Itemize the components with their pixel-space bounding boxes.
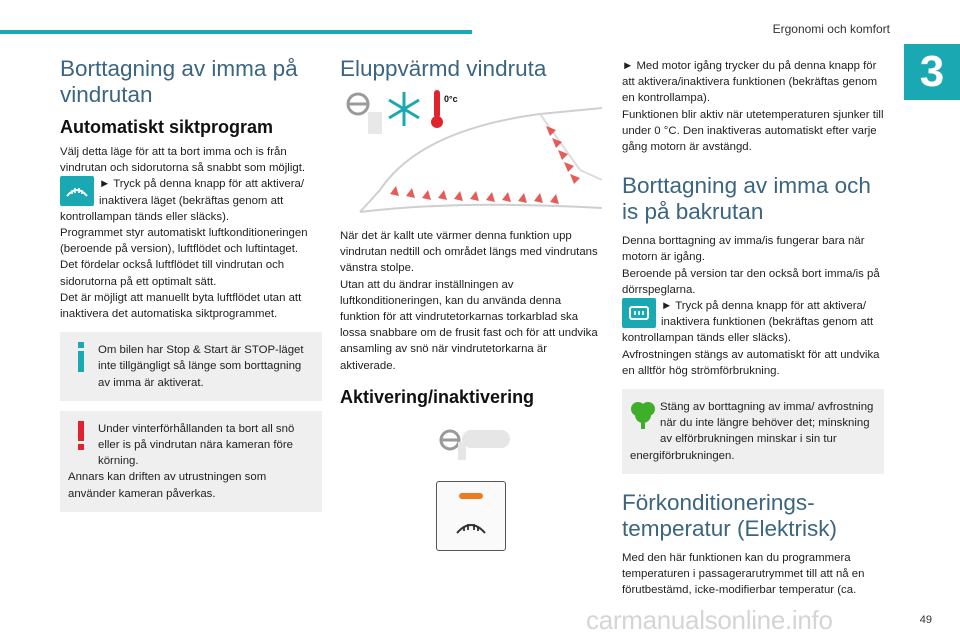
right-title-3: Förkonditionerings-temperatur (Elektrisk): [622, 489, 838, 541]
thermometer-icon: [431, 90, 443, 128]
header-accent-bar: [0, 30, 472, 34]
left-p1: Välj detta läge för att ta bort imma och is från vindrutan och sidorutorna så snabbt som möjligt.: [60, 146, 306, 175]
left-column: [60, 50, 322, 522]
indicator-lamp: [459, 490, 483, 506]
left-p2: ► Tryck på denna knapp för att aktivera/ inaktivera läget (bekräftas genom att kontrollampan tänds eller släcks).: [60, 178, 305, 223]
windscreen-demist-icon: [60, 176, 94, 206]
rear-screen-demist-icon: [622, 298, 656, 328]
middle-p2: Utan att du ändrar inställningen av luftkonditioneringen, kan du använda denna funktion för att vindrutetorkarnas torkarblad ska lossa snabbare om de frusit fast och för att undvika ansamling av snö när vindrutetorkarna är aktiverade.: [340, 278, 598, 372]
warning-note: Under vinterförhållanden ta bort all snö eller is på vindrutan nära kameran före körning. Annars kan driften av utrustningen som använder kameran påverkas.: [60, 411, 322, 512]
right-title-2: Borttagning av imma och is på bakrutan: [622, 173, 871, 225]
steering-wheel-icon: [348, 94, 382, 134]
section-header: Ergonomi och komfort: [772, 22, 890, 36]
page-number: 49: [919, 614, 932, 626]
heated-windscreen-illustration: [340, 90, 602, 220]
middle-column: [340, 50, 602, 551]
info-note: Om bilen har Stop & Start är STOP-läget inte tillgängligt så länge som borttagning av imma är aktiverat.: [60, 332, 322, 401]
chapter-badge: 3: [904, 44, 960, 100]
heated-windscreen-button[interactable]: [436, 481, 506, 551]
eco-leaf-icon: [630, 399, 656, 435]
right-p1: ► Med motor igång trycker du på denna knapp för att aktivera/inaktivera funktionen (bekräftas genom en kontrollampa).: [622, 60, 878, 105]
steering-control-illustration: [432, 428, 602, 467]
middle-p1: När det är kallt ute värmer denna funktion upp vindrutan nedtill och området längs med vindrutans vänstra stolpe.: [340, 230, 598, 275]
left-p4: Det fördelar också luftflödet till vindrutan och sidorutorna på ett optimalt sätt.: [60, 259, 285, 288]
right-p5: ► Tryck på denna knapp för att aktivera/ inaktivera funktionen (bekräftas genom att kontrollampan tänds eller släcks).: [622, 300, 874, 345]
info-icon: [68, 342, 94, 378]
right-column: [622, 50, 884, 598]
right-p6: Avfrostningen stängs av automatiskt för att undvika en alltför hög strömförbrukning.: [622, 348, 880, 377]
temp-label: 0°c: [444, 94, 458, 104]
heated-windscreen-icon: [455, 515, 487, 542]
left-p3: Programmet styr automatiskt luftkonditioneringen (beroende på version), luftflödet och luftintaget.: [60, 227, 308, 256]
snowflake-icon: [389, 92, 419, 126]
watermark: carmanualsonline.info: [586, 605, 833, 635]
left-title: Borttagning av imma på vindrutan: [60, 56, 298, 107]
right-p4: Beroende på version tar den också bort imma/is på dörrspeglarna.: [622, 267, 880, 296]
middle-title: Eluppvärmd vindruta: [340, 56, 547, 81]
right-p7: Med den här funktionen kan du programmera temperaturen i passagerarutrymmet till att nå en förutbestämd, icke-modifierbar temperatur (ca.: [622, 551, 865, 597]
eco-note: Stäng av borttagning av imma/ avfrostning när du inte längre behöver det; minskning av elförbrukningen minskar i sin tur energiförbrukningen.: [622, 389, 884, 474]
left-p5: Det är möjligt att manuellt byta luftflödet utan att inaktivera det automatiska siktprogrammet.: [60, 291, 302, 321]
left-subtitle: Automatiskt siktprogram: [60, 117, 274, 137]
middle-subtitle: Aktivering/inaktivering: [340, 386, 535, 407]
warning-icon: [68, 421, 94, 457]
right-p3: Denna borttagning av imma/is fungerar bara när motorn är igång.: [622, 235, 865, 264]
right-p2: Funktionen blir aktiv när utetemperaturen sjunker till under 0 °C. Den inaktiveras automatiskt efter varje gång motorn är avstängd.: [622, 108, 884, 154]
